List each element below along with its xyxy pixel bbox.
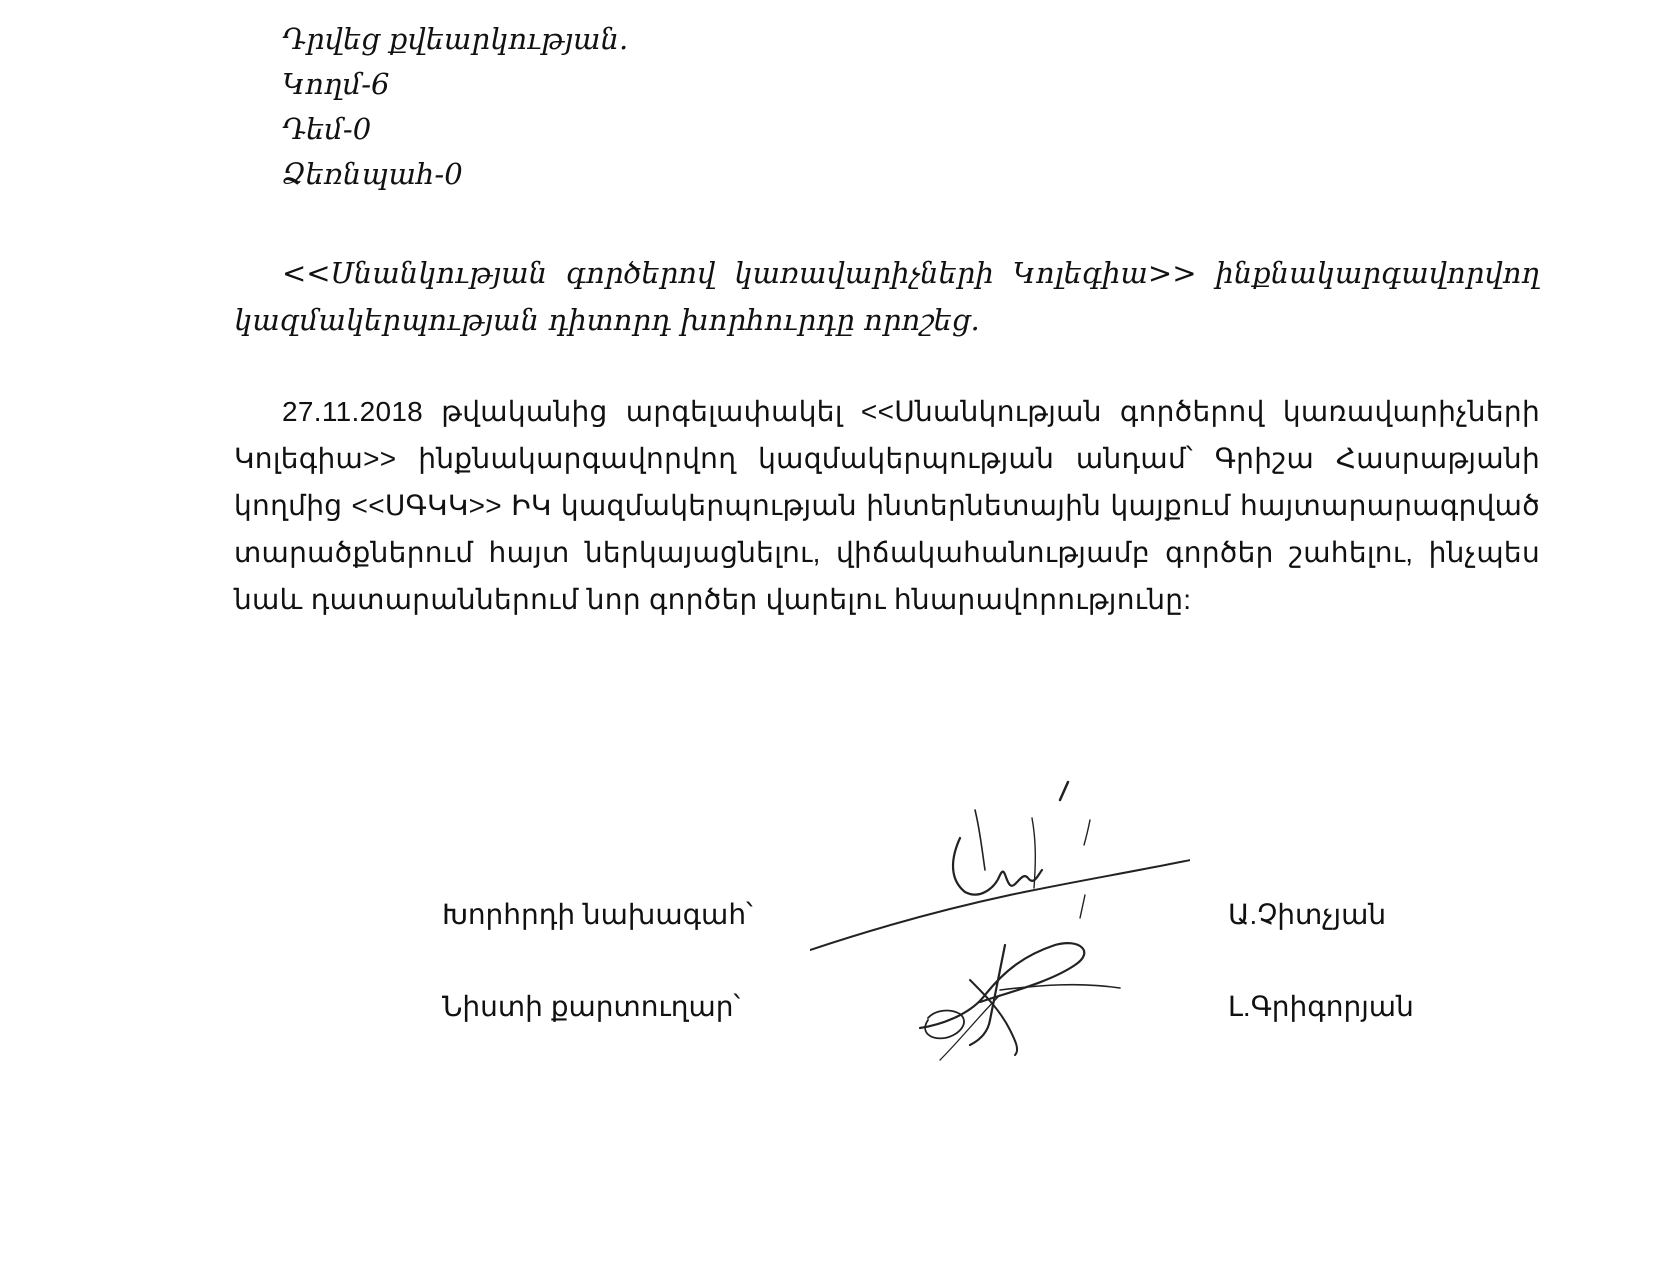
vote-intro: Դրվեց քվեարկության. (282, 22, 629, 56)
signature-stroke-5 (1032, 818, 1035, 888)
signature-stroke-2 (975, 810, 985, 870)
signature-stroke-13 (940, 995, 1000, 1060)
secretary-role: Նիստի քարտուղար՝ (442, 991, 741, 1022)
signature-stroke-11 (925, 1011, 964, 1039)
vote-abstain: Ձեռնպահ-0 (282, 157, 463, 191)
signature-stroke-6 (1084, 820, 1090, 845)
decision-heading: <<Սնանկության գործերով կառավարիչների Կոլեգիա>> ինքնակարգավորվող կազմակերպության դիտորդ խորհուրդը որոշեց. (234, 256, 1540, 337)
signature-stroke-10 (970, 980, 1017, 1055)
chairman-role: Խորհրդի նախագահ՝ (442, 899, 753, 930)
chairman-name: Ա.Չիտչյան (1228, 899, 1387, 930)
secretary-name: Լ.Գրիգորյան (1228, 991, 1414, 1022)
signature-stroke-3 (953, 838, 1042, 895)
vote-against: Դեմ-0 (282, 112, 372, 146)
handwritten-signatures (810, 770, 1190, 1070)
decision-text: 27.11.2018 թվականից արգելափակել <<Սնանկության գործերով կառավարիչների Կոլեգիա>> ինքնակարգավորվող կազմակերպության անդամ՝ Գրիշա Հասրաթյանի կողմից <<ՍԳԿԿ>> ԻԿ կազմակերպության ինտերնետային կայքում հայտարարագրված տարածքներում հայտ ներկայացնելու, վիճակահանությամբ գործեր շահելու, ինչպես նաև դատարաններում նոր գործեր վարելու հնարավորությունը: (234, 396, 1540, 615)
signature-stroke-4 (810, 845, 1190, 950)
vote-for: Կողմ-6 (282, 67, 390, 101)
signature-stroke-7 (1080, 895, 1085, 918)
signature-stroke-1 (1060, 782, 1068, 800)
